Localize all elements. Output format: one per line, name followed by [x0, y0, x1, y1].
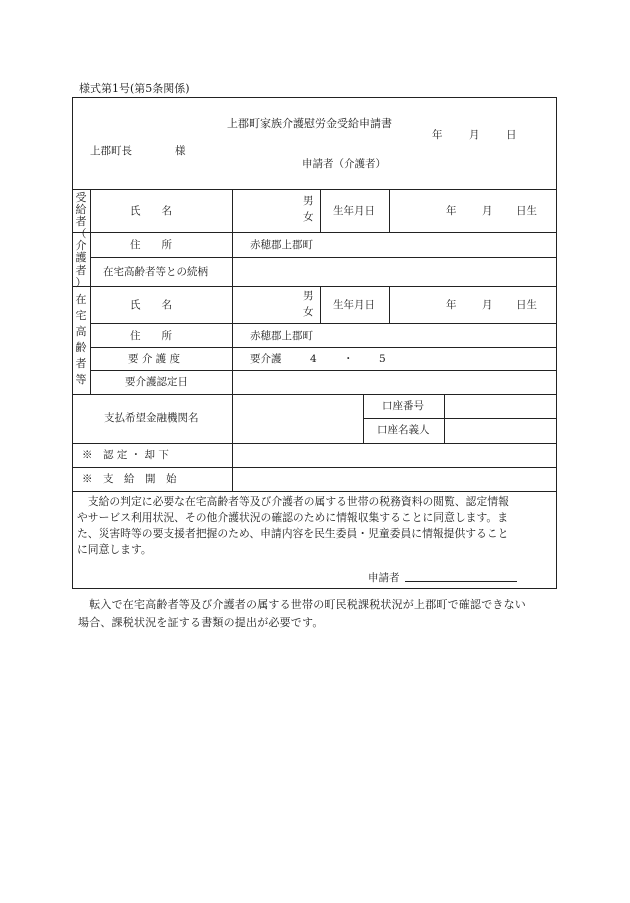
elderly-gender-female: 女 — [303, 306, 314, 318]
rule-birthdate-recipient — [389, 189, 390, 232]
elderly-birth-month: 月 — [482, 299, 493, 311]
applicant-label: 申請者（介護者） — [302, 158, 386, 170]
elderly-section-side-label: 在 宅 高 齢 者 等 — [75, 293, 87, 386]
rule-bank-inner — [363, 418, 557, 419]
recipient-address-value: 赤穂郡上郡町 — [250, 239, 313, 251]
elderly-address-label: 住 所 — [130, 330, 172, 342]
recipient-relation-label: 在宅高齢者等との続柄 — [103, 266, 208, 278]
recipient-address-label: 住 所 — [130, 239, 172, 251]
rule-elderly-name — [90, 323, 557, 324]
elderly-birth-day: 日生 — [516, 299, 537, 311]
footnote-line-2: 場合、課税状況を証する書類の提出が必要です。 — [78, 616, 324, 629]
care-level-option-4: 4 — [310, 353, 317, 365]
date-day-label: 日 — [506, 129, 517, 141]
rule-recipient-address — [90, 257, 557, 258]
certification-date-label: 要介護認定日 — [125, 376, 188, 388]
rule-bank-label-end — [444, 394, 445, 443]
recipient-birth-year: 年 — [446, 205, 457, 217]
rule-side-column — [90, 189, 91, 394]
recipient-birth-month: 月 — [482, 205, 493, 217]
elderly-address-value: 赤穂郡上郡町 — [250, 330, 313, 342]
rule-recipient-section-end — [72, 286, 557, 287]
care-level-option-5: 5 — [379, 353, 386, 365]
account-holder-label: 口座名義人 — [377, 424, 430, 436]
care-level-separator: ・ — [343, 353, 354, 365]
addressee-honorific: 様 — [175, 145, 186, 157]
elderly-birthdate-label: 生年月日 — [333, 299, 375, 311]
rule-bank-name-end — [363, 394, 364, 443]
rule-label-column — [232, 189, 233, 491]
recipient-birthdate-label: 生年月日 — [333, 205, 375, 217]
payment-start-label: ※ 支 給 開 始 — [82, 473, 177, 485]
date-month-label: 月 — [469, 129, 480, 141]
account-number-label: 口座番号 — [382, 400, 424, 412]
care-level-prefix: 要介護 — [250, 353, 282, 365]
footnote-line-1: 転入で在宅高齢者等及び介護者の属する世帯の町民税課税状況が上郡町で確認できない — [78, 598, 526, 611]
form-title: 上郡町家族介護慰労金受給申請書 — [227, 117, 392, 130]
rule-elderly-address — [90, 347, 557, 348]
recipient-section-side-label: 受 給 者 （ 介 護 者 ） — [75, 191, 87, 289]
addressee-name: 上郡町長 — [90, 145, 132, 157]
consent-line-4: に同意します。 — [77, 543, 152, 556]
elderly-gender-male: 男 — [303, 290, 314, 302]
rule-payment-start — [72, 491, 557, 492]
rule-recipient-name — [72, 232, 557, 233]
recipient-birth-day: 日生 — [516, 205, 537, 217]
consent-line-3: た、災害時等の要支援者把握のため、申請内容を民生委員・児童委員に情報提供すること — [77, 527, 509, 540]
rule-header-bottom — [72, 189, 557, 190]
consent-line-1: 支給の判定に必要な在宅高齢者等及び介護者の属する世帯の税務資料の閲覧、認定情報 — [77, 495, 509, 508]
rule-bank-end — [72, 443, 557, 444]
signature-label: 申請者 — [368, 572, 400, 584]
signature-line[interactable] — [405, 581, 517, 582]
rule-gender-recipient — [320, 189, 321, 232]
recipient-name-label: 氏 名 — [130, 205, 172, 217]
recipient-gender-female: 女 — [303, 211, 314, 223]
rule-gender-elderly — [320, 286, 321, 323]
rule-decision — [72, 467, 557, 468]
decision-label: ※ 認 定 ・ 却 下 — [82, 449, 169, 461]
elderly-name-label: 氏 名 — [130, 299, 172, 311]
bank-name-label: 支払希望金融機関名 — [104, 412, 199, 424]
form-number-label: 様式第1号(第5条関係) — [79, 82, 190, 95]
date-year-label: 年 — [432, 129, 443, 141]
rule-care-level — [90, 370, 557, 371]
elderly-birth-year: 年 — [446, 299, 457, 311]
care-level-label: 要 介 護 度 — [128, 353, 181, 365]
rule-birthdate-elderly — [389, 286, 390, 323]
recipient-gender-male: 男 — [303, 195, 314, 207]
rule-elderly-section-end — [72, 394, 557, 395]
consent-line-2: やサービス利用状況、その他介護状況の確認のために情報収集することに同意します。ま — [77, 511, 509, 524]
